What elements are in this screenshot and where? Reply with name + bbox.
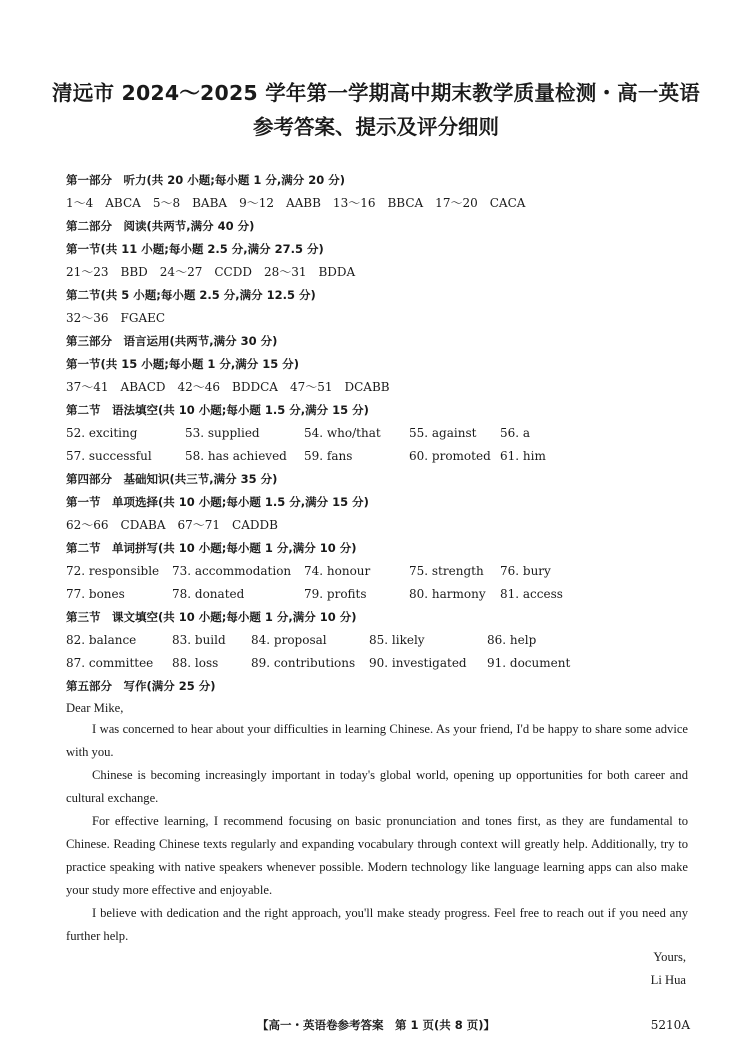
part4-section1-answers: 62～66 CDABA 67～71 CADDB <box>66 518 278 532</box>
part4-heading: 第四部分 基础知识(共三节,满分 35 分) <box>66 472 278 486</box>
part3-heading: 第三部分 语言运用(共两节,满分 30 分) <box>66 334 278 348</box>
letter-signature: Li Hua <box>650 973 686 987</box>
grammar-answer: 59. fans <box>304 449 353 463</box>
part5-heading: 第五部分 写作(满分 25 分) <box>66 679 216 693</box>
part4-section1-heading: 第一节 单项选择(共 10 小题;每小题 1.5 分,满分 15 分) <box>66 495 369 509</box>
letter-closing: Yours, <box>653 950 686 964</box>
spelling-answer: 79. profits <box>304 587 367 601</box>
grammar-answer: 52. exciting <box>66 426 138 440</box>
letter-greeting: Dear Mike, <box>66 701 124 715</box>
text-fill-answer: 91. document <box>487 656 571 670</box>
text-fill-answer: 85. likely <box>369 633 425 647</box>
part3-section1-answers: 37～41 ABACD 42～46 BDDCA 47～51 DCABB <box>66 380 390 394</box>
text-fill-answer: 82. balance <box>66 633 137 647</box>
spelling-answer: 73. accommodation <box>172 564 292 578</box>
spelling-answer: 74. honour <box>304 564 371 578</box>
part2-section1-heading: 第一节(共 11 小题;每小题 2.5 分,满分 27.5 分) <box>66 242 324 256</box>
part1-answers: 1～4 ABCA 5～8 BABA 9～12 AABB 13～16 BBCA 17～20 CACA <box>66 196 526 210</box>
grammar-answer: 54. who/that <box>304 426 381 440</box>
letter-paragraph: For effective learning, I recommend focusing on basic pronunciation and tones first, as they are fundamental to Chinese. Reading Chinese texts regularly and expanding vocabulary through context will greatly help. Additionally, try to practice speaking with native speakers whenever possible. Modern technology like language learning apps can also make your study more effective and enjoyable. <box>66 814 688 897</box>
text-fill-answer: 88. loss <box>172 656 219 670</box>
page-footer: 【高一・英语卷参考答案 第 1 页(共 8 页)】 <box>256 1018 496 1032</box>
text-fill-answer: 83. build <box>172 633 226 647</box>
part2-heading: 第二部分 阅读(共两节,满分 40 分) <box>66 219 255 233</box>
grammar-answer: 58. has achieved <box>185 449 287 463</box>
page-subtitle: 参考答案、提示及评分细则 <box>253 115 499 139</box>
page-title: 清远市 2024～2025 学年第一学期高中期末教学质量检测・高一英语 <box>52 81 700 105</box>
grammar-answer: 60. promoted <box>409 449 491 463</box>
part2-section2-heading: 第二节(共 5 小题;每小题 2.5 分,满分 12.5 分) <box>66 288 316 302</box>
grammar-answer: 55. against <box>409 426 477 440</box>
text-fill-answer: 90. investigated <box>369 656 467 670</box>
grammar-answer: 53. supplied <box>185 426 260 440</box>
spelling-answer: 80. harmony <box>409 587 486 601</box>
part3-section2-heading: 第二节 语法填空(共 10 小题;每小题 1.5 分,满分 15 分) <box>66 403 369 417</box>
letter-paragraph: I was concerned to hear about your difficulties in learning Chinese. As your friend, I'd be happy to share some advice with you. <box>66 722 688 759</box>
part1-heading: 第一部分 听力(共 20 小题;每小题 1 分,满分 20 分) <box>66 173 346 187</box>
spelling-answer: 72. responsible <box>66 564 160 578</box>
part4-section2-heading: 第二节 单词拼写(共 10 小题;每小题 1 分,满分 10 分) <box>66 541 357 555</box>
part2-section2-answers: 32～36 FGAEC <box>66 311 166 325</box>
spelling-answer: 81. access <box>500 587 563 601</box>
spelling-answer: 78. donated <box>172 587 245 601</box>
text-fill-answer: 87. committee <box>66 656 154 670</box>
text-fill-answer: 84. proposal <box>251 633 327 647</box>
grammar-answer: 57. successful <box>66 449 152 463</box>
letter-paragraph: I believe with dedication and the right approach, you'll make steady progress. Feel free to reach out if you need any further help. <box>66 906 688 943</box>
spelling-answer: 75. strength <box>409 564 484 578</box>
part4-section3-heading: 第三节 课文填空(共 10 小题;每小题 1 分,满分 10 分) <box>66 610 357 624</box>
part3-section1-heading: 第一节(共 15 小题;每小题 1 分,满分 15 分) <box>66 357 300 371</box>
grammar-answer: 56. a <box>500 426 531 440</box>
part2-section1-answers: 21～23 BBD 24～27 CCDD 28～31 BDDA <box>66 265 356 279</box>
document-code: 5210A <box>650 1018 690 1032</box>
grammar-answer: 61. him <box>500 449 546 463</box>
spelling-answer: 77. bones <box>66 587 125 601</box>
spelling-answer: 76. bury <box>500 564 551 578</box>
text-fill-answer: 86. help <box>487 633 537 647</box>
text-fill-answer: 89. contributions <box>251 656 356 670</box>
letter-paragraph: Chinese is becoming increasingly important in today's global world, opening up opportunities for both career and cultural exchange. <box>66 768 688 805</box>
